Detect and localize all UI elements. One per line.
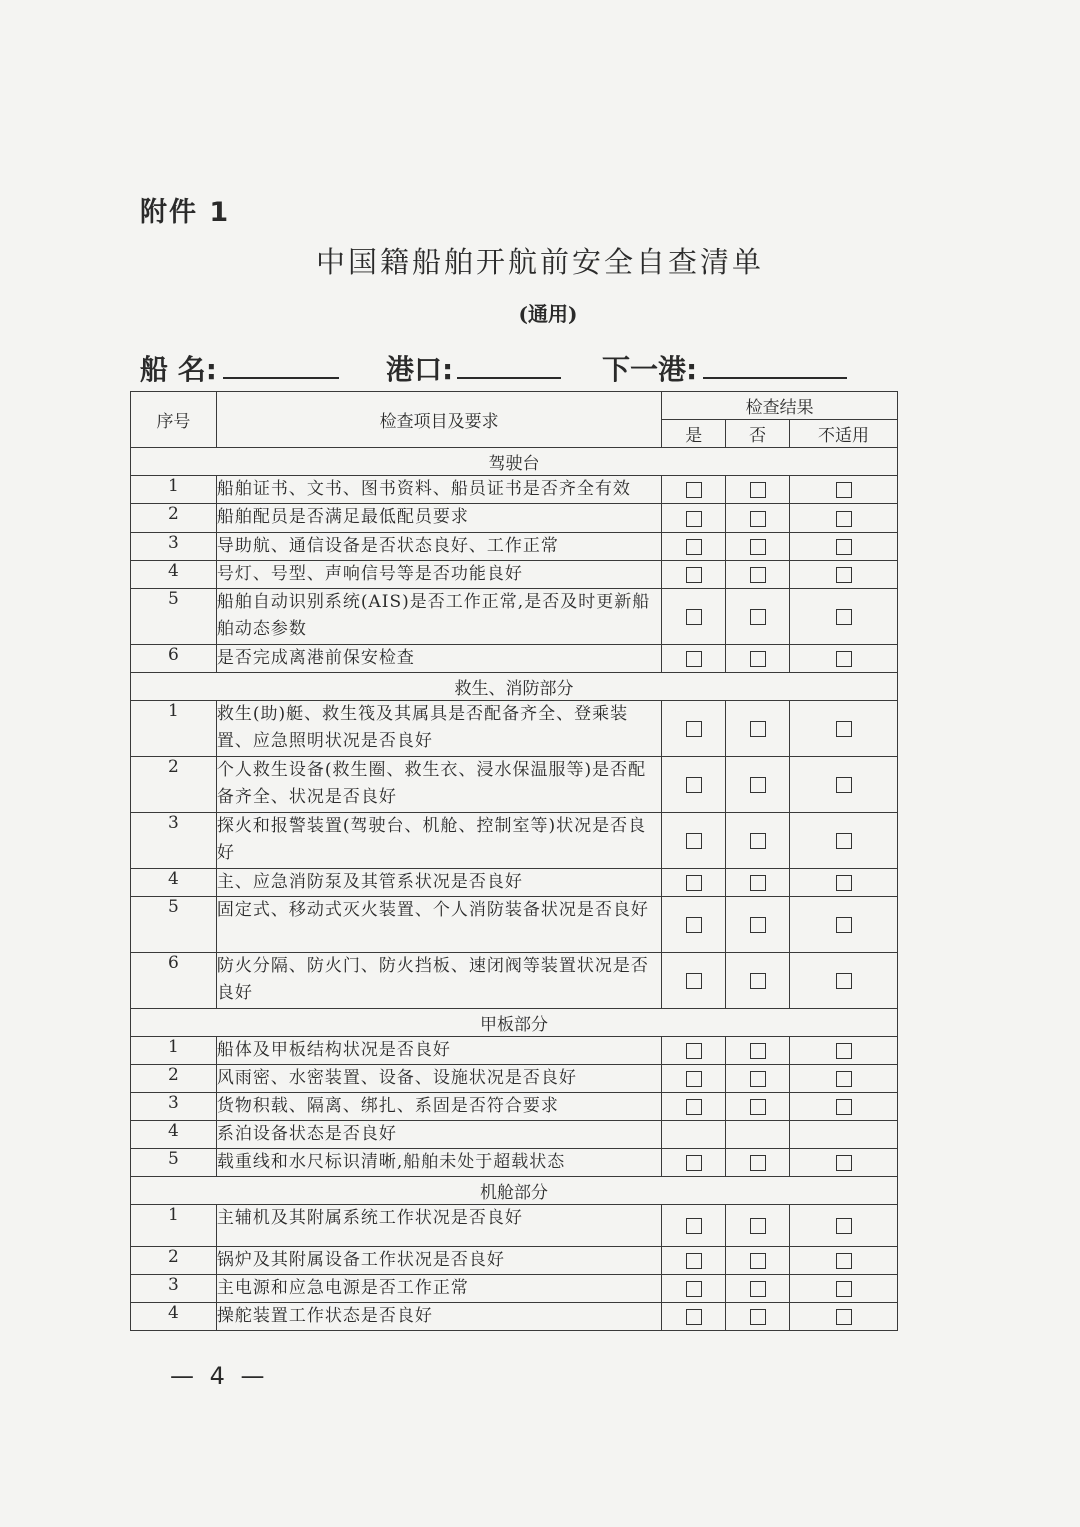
table-row (131, 1065, 898, 1093)
result-cell-na (790, 1093, 898, 1121)
checkbox-yes[interactable] (686, 482, 702, 498)
row-number: 4 (131, 1303, 217, 1331)
table-row (131, 757, 898, 813)
checkbox-yes[interactable] (686, 511, 702, 527)
checkbox-yes[interactable] (686, 539, 702, 555)
page-number: — 4 — (170, 1362, 269, 1390)
table-row (131, 1093, 898, 1121)
section-title: 驾驶台 (131, 448, 898, 476)
result-cell-no (726, 1093, 790, 1121)
row-number: 5 (131, 589, 217, 645)
result-cell-no (726, 869, 790, 897)
row-number: 3 (131, 813, 217, 869)
checkbox-na[interactable] (836, 917, 852, 933)
result-cell-na (790, 1303, 898, 1331)
row-item-text: 船舶配员是否满足最低配员要求 (216, 504, 661, 533)
result-cell-na (790, 1149, 898, 1177)
table-row (131, 589, 898, 645)
result-cell-na (790, 1121, 898, 1149)
result-cell-no (726, 1065, 790, 1093)
row-item-text: 系泊设备状态是否良好 (216, 1121, 661, 1149)
row-item-text: 锅炉及其附属设备工作状况是否良好 (216, 1247, 661, 1275)
row-number: 1 (131, 476, 217, 504)
section-row (131, 448, 898, 476)
table-row (131, 533, 898, 561)
row-item-text: 船舶自动识别系统(AIS)是否工作正常,是否及时更新船舶动态参数 (216, 589, 661, 645)
row-item-text: 导助航、通信设备是否状态良好、工作正常 (216, 533, 661, 561)
checkbox-na[interactable] (836, 875, 852, 891)
result-cell-na (790, 757, 898, 813)
checkbox-no[interactable] (750, 539, 766, 555)
table-row (131, 1275, 898, 1303)
table-row (131, 701, 898, 757)
checkbox-no[interactable] (750, 609, 766, 625)
checkbox-na[interactable] (836, 511, 852, 527)
row-item-text: 船舶证书、文书、图书资料、船员证书是否齐全有效 (216, 476, 661, 504)
result-cell-no (726, 1149, 790, 1177)
next-port-blank (703, 351, 847, 379)
row-item-text: 主电源和应急电源是否工作正常 (216, 1275, 661, 1303)
table-row (131, 504, 898, 533)
result-cell-na (790, 869, 898, 897)
checkbox-yes[interactable] (686, 567, 702, 583)
result-cell-yes (662, 1121, 726, 1149)
result-cell-no (726, 1303, 790, 1331)
port-blank (457, 351, 561, 379)
ship-info-line (140, 348, 880, 388)
header-no: 否 (726, 420, 790, 448)
table-row (131, 1303, 898, 1331)
checkbox-no[interactable] (750, 1218, 766, 1234)
result-cell-na (790, 504, 898, 533)
checkbox-yes[interactable] (686, 973, 702, 989)
row-item-text: 个人救生设备(救生圈、救生衣、浸水保温服等)是否配备齐全、状况是否良好 (216, 757, 661, 813)
result-cell-na (790, 561, 898, 589)
result-cell-na (790, 589, 898, 645)
row-item-text: 防火分隔、防火门、防火挡板、速闭阀等装置状况是否良好 (216, 953, 661, 1009)
checkbox-na[interactable] (836, 721, 852, 737)
checklist-body (131, 448, 898, 1331)
checkbox-no[interactable] (750, 511, 766, 527)
checkbox-na[interactable] (836, 609, 852, 625)
section-title: 甲板部分 (131, 1009, 898, 1037)
checkbox-yes[interactable] (686, 777, 702, 793)
result-cell-na (790, 1247, 898, 1275)
row-number: 4 (131, 869, 217, 897)
checklist-table (130, 391, 898, 1331)
table-row (131, 645, 898, 673)
result-cell-na (790, 645, 898, 673)
row-number: 4 (131, 561, 217, 589)
row-item-text: 载重线和水尺标识清晰,船舶未处于超载状态 (216, 1149, 661, 1177)
result-cell-na (790, 533, 898, 561)
checkbox-na[interactable] (836, 973, 852, 989)
attachment-label: 附件 1 (140, 197, 231, 228)
table-row (131, 953, 898, 1009)
result-cell-no (726, 1037, 790, 1065)
result-cell-yes (662, 897, 726, 953)
row-number: 1 (131, 1205, 217, 1247)
result-cell-no (726, 589, 790, 645)
section-row (131, 1177, 898, 1205)
section-title: 救生、消防部分 (131, 673, 898, 701)
document-title: 中国籍船舶开航前安全自查清单 (315, 245, 764, 279)
row-item-text: 固定式、移动式灭火装置、个人消防装备状况是否良好 (216, 897, 661, 953)
result-cell-na (790, 1037, 898, 1065)
checkbox-no[interactable] (750, 1281, 766, 1297)
result-cell-yes (662, 953, 726, 1009)
checkbox-na[interactable] (836, 651, 852, 667)
result-cell-yes (662, 476, 726, 504)
checkbox-yes[interactable] (686, 651, 702, 667)
document-subtitle: (通用) (518, 302, 578, 326)
row-item-text: 探火和报警装置(驾驶台、机舱、控制室等)状况是否良好 (216, 813, 661, 869)
ship-name-field (140, 348, 339, 388)
row-number: 2 (131, 504, 217, 533)
table-row (131, 1037, 898, 1065)
row-number: 2 (131, 757, 217, 813)
checkbox-na[interactable] (836, 1155, 852, 1171)
header-yes: 是 (662, 420, 726, 448)
row-item-text: 是否完成离港前保安检查 (216, 645, 661, 673)
result-cell-no (726, 1275, 790, 1303)
result-cell-na (790, 813, 898, 869)
row-number: 4 (131, 1121, 217, 1149)
checkbox-no[interactable] (750, 1071, 766, 1087)
result-cell-no (726, 953, 790, 1009)
result-cell-yes (662, 645, 726, 673)
result-cell-no (726, 504, 790, 533)
checkbox-yes[interactable] (686, 1071, 702, 1087)
port-label: 港口: (386, 353, 454, 386)
checkbox-na[interactable] (836, 1071, 852, 1087)
result-cell-na (790, 953, 898, 1009)
result-cell-yes (662, 504, 726, 533)
checkbox-no[interactable] (750, 1253, 766, 1269)
result-cell-na (790, 1205, 898, 1247)
table-row (131, 1149, 898, 1177)
result-cell-no (726, 533, 790, 561)
result-cell-na (790, 476, 898, 504)
table-row (131, 476, 898, 504)
header-item: 检查项目及要求 (216, 392, 661, 448)
result-cell-no (726, 897, 790, 953)
row-item-text: 主、应急消防泵及其管系状况是否良好 (216, 869, 661, 897)
checkbox-na[interactable] (836, 1043, 852, 1059)
result-cell-yes (662, 1065, 726, 1093)
result-cell-na (790, 701, 898, 757)
result-cell-na (790, 897, 898, 953)
section-row (131, 673, 898, 701)
table-row (131, 869, 898, 897)
table-row (131, 1247, 898, 1275)
result-cell-no (726, 561, 790, 589)
checkbox-na[interactable] (836, 1309, 852, 1325)
result-cell-no (726, 1247, 790, 1275)
checkbox-yes[interactable] (686, 875, 702, 891)
row-item-text: 主辅机及其附属系统工作状况是否良好 (216, 1205, 661, 1247)
result-cell-yes (662, 533, 726, 561)
checkbox-yes[interactable] (686, 833, 702, 849)
checkbox-na[interactable] (836, 1218, 852, 1234)
result-cell-no (726, 476, 790, 504)
result-cell-yes (662, 1093, 726, 1121)
row-number: 5 (131, 897, 217, 953)
result-cell-yes (662, 1303, 726, 1331)
checkbox-no[interactable] (750, 651, 766, 667)
checkbox-no[interactable] (750, 875, 766, 891)
checkbox-yes[interactable] (686, 1253, 702, 1269)
checkbox-no[interactable] (750, 1099, 766, 1115)
result-cell-yes (662, 869, 726, 897)
checkbox-yes[interactable] (686, 917, 702, 933)
row-number: 2 (131, 1247, 217, 1275)
table-row (131, 813, 898, 869)
checkbox-yes[interactable] (686, 721, 702, 737)
checkbox-no[interactable] (750, 482, 766, 498)
row-number: 5 (131, 1149, 217, 1177)
row-number: 1 (131, 1037, 217, 1065)
result-cell-yes (662, 561, 726, 589)
ship-name-blank (223, 351, 339, 379)
result-cell-yes (662, 813, 726, 869)
checkbox-yes[interactable] (686, 1218, 702, 1234)
table-row (131, 897, 898, 953)
checkbox-yes[interactable] (686, 1309, 702, 1325)
table-row (131, 1121, 898, 1149)
result-cell-yes (662, 1247, 726, 1275)
header-seq: 序号 (131, 392, 217, 448)
checkbox-na[interactable] (836, 833, 852, 849)
checkbox-no[interactable] (750, 973, 766, 989)
section-row (131, 1009, 898, 1037)
checkbox-na[interactable] (836, 567, 852, 583)
next-port-label: 下一港: (602, 353, 698, 386)
result-cell-na (790, 1065, 898, 1093)
result-cell-yes (662, 701, 726, 757)
checkbox-yes[interactable] (686, 1043, 702, 1059)
checkbox-no[interactable] (750, 777, 766, 793)
result-cell-no (726, 645, 790, 673)
ship-name-label: 船 名: (140, 353, 217, 386)
table-row (131, 561, 898, 589)
result-cell-yes (662, 1149, 726, 1177)
result-cell-no (726, 757, 790, 813)
result-cell-no (726, 1121, 790, 1149)
row-item-text: 操舵装置工作状态是否良好 (216, 1303, 661, 1331)
result-cell-yes (662, 589, 726, 645)
result-cell-yes (662, 1037, 726, 1065)
result-cell-na (790, 1275, 898, 1303)
checkbox-na[interactable] (836, 482, 852, 498)
checkbox-yes[interactable] (686, 1155, 702, 1171)
checkbox-yes[interactable] (686, 1281, 702, 1297)
header-result: 检查结果 (662, 392, 898, 420)
section-title: 机舱部分 (131, 1177, 898, 1205)
result-cell-no (726, 1205, 790, 1247)
checkbox-na[interactable] (836, 777, 852, 793)
checkbox-no[interactable] (750, 917, 766, 933)
table-row (131, 1205, 898, 1247)
result-cell-yes (662, 1205, 726, 1247)
row-number: 6 (131, 953, 217, 1009)
checkbox-no[interactable] (750, 833, 766, 849)
checkbox-no[interactable] (750, 567, 766, 583)
port-field (386, 348, 561, 388)
row-item-text: 货物积载、隔离、绑扎、系固是否符合要求 (216, 1093, 661, 1121)
result-cell-no (726, 813, 790, 869)
result-cell-no (726, 701, 790, 757)
row-number: 1 (131, 701, 217, 757)
row-item-text: 船体及甲板结构状况是否良好 (216, 1037, 661, 1065)
checkbox-no[interactable] (750, 1155, 766, 1171)
row-number: 3 (131, 1275, 217, 1303)
row-number: 3 (131, 1093, 217, 1121)
checkbox-no[interactable] (750, 1309, 766, 1325)
checkbox-yes[interactable] (686, 609, 702, 625)
next-port-field (602, 348, 847, 388)
checkbox-no[interactable] (750, 721, 766, 737)
row-item-text: 号灯、号型、声响信号等是否功能良好 (216, 561, 661, 589)
row-number: 2 (131, 1065, 217, 1093)
checkbox-no[interactable] (750, 1043, 766, 1059)
result-cell-yes (662, 757, 726, 813)
row-item-text: 风雨密、水密装置、设备、设施状况是否良好 (216, 1065, 661, 1093)
checkbox-yes[interactable] (686, 1099, 702, 1115)
checkbox-na[interactable] (836, 1281, 852, 1297)
checkbox-na[interactable] (836, 539, 852, 555)
row-number: 6 (131, 645, 217, 673)
result-cell-yes (662, 1275, 726, 1303)
checkbox-na[interactable] (836, 1253, 852, 1269)
checkbox-na[interactable] (836, 1099, 852, 1115)
row-number: 3 (131, 533, 217, 561)
row-item-text: 救生(助)艇、救生筏及其属具是否配备齐全、登乘装置、应急照明状况是否良好 (216, 701, 661, 757)
header-na: 不适用 (790, 420, 898, 448)
